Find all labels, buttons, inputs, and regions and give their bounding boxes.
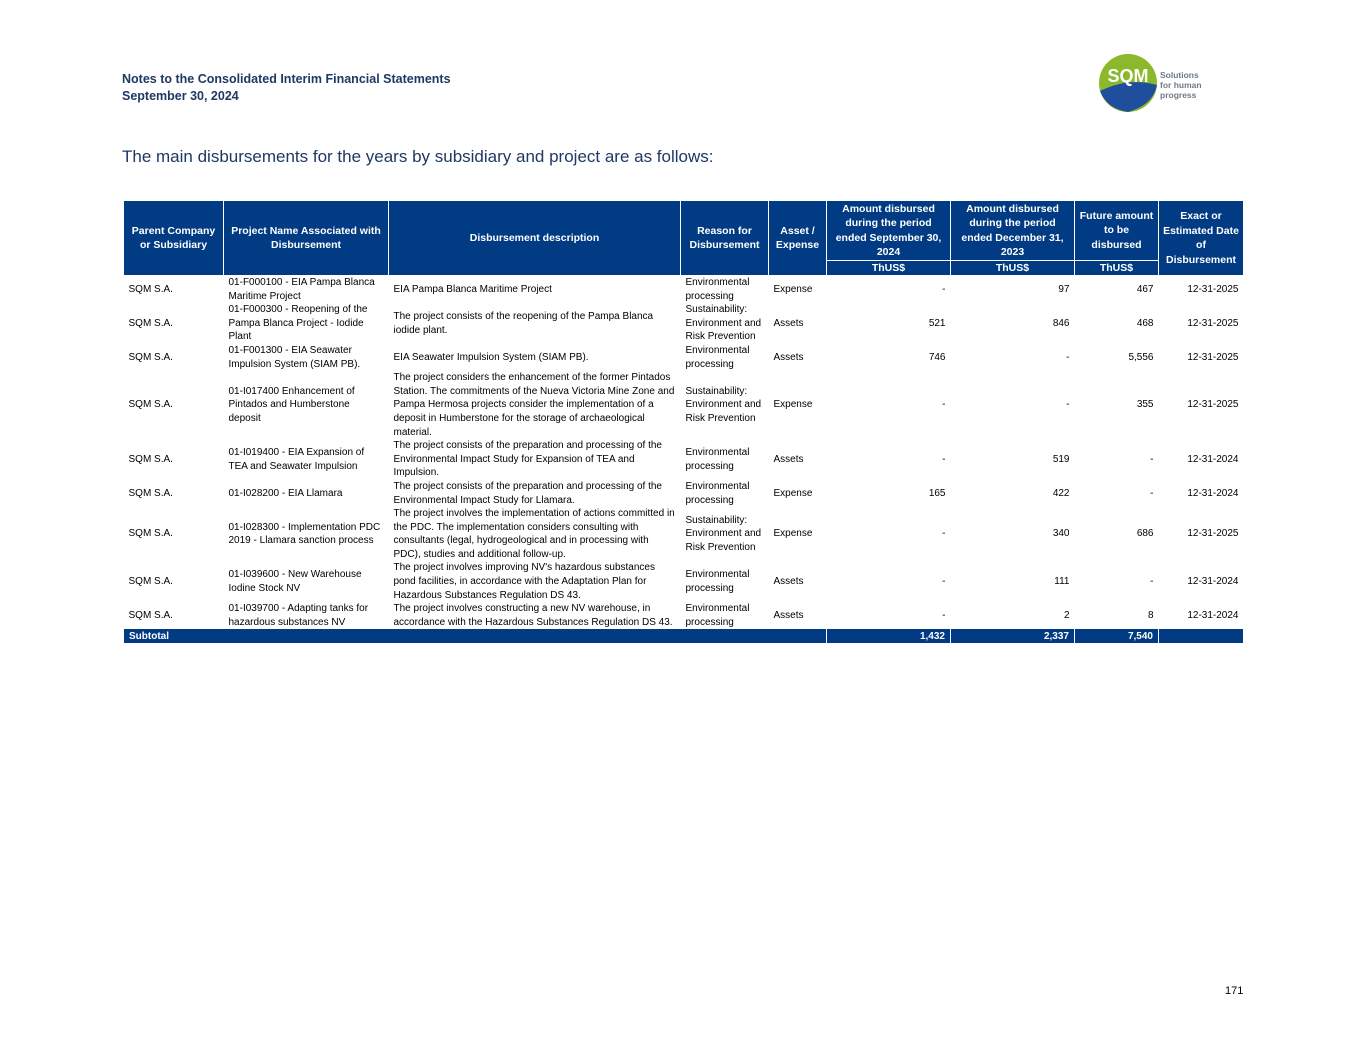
reason-cell: Sustainability: Environment and Risk Prevention <box>685 514 762 554</box>
table-row <box>124 276 1244 304</box>
asset-cell: Expense <box>773 487 813 499</box>
project-cell: 01-F001300 - EIA Seawater Impulsion System (SIAM PB). <box>228 344 361 370</box>
table-row <box>124 344 1244 371</box>
col-header-sep2024: Amount disbursed during the period ended September 30, 2024 <box>827 201 951 261</box>
asset-cell: Expense <box>773 399 813 411</box>
reason-cell: Environmental processing <box>685 344 750 370</box>
table-row <box>124 303 1244 344</box>
future-amount-cell: - <box>1150 576 1154 588</box>
asset-cell: Assets <box>773 453 804 465</box>
intro-text: The main disbursements for the years by subsidiary and project are as follows: <box>122 147 714 166</box>
reason-cell: Environmental processing <box>685 603 750 628</box>
parent-cell: SQM S.A. <box>128 487 173 499</box>
future-amount-cell: - <box>1150 453 1154 465</box>
col-header-dec2023: Amount disbursed during the period ended December 31, 2023 <box>951 201 1075 261</box>
project-cell: 01-I039600 - New Warehouse Iodine Stock NV <box>228 569 362 594</box>
date-cell: 12-31-2025 <box>1187 283 1239 295</box>
project-cell: 01-I019400 - EIA Expansion of TEA and Seawater Impulsion <box>228 446 365 472</box>
reason-cell: Environmental processing <box>685 569 750 594</box>
amount-dec2023-cell: 97 <box>1058 283 1070 295</box>
col-header-project: Project Name Associated with Disbursement <box>224 201 389 276</box>
date-cell: 12-31-2024 <box>1187 453 1239 465</box>
amount-sep2024-cell: - <box>942 610 946 622</box>
description-cell: The project involves improving NV's hazardous substances pond facilities, in accordance with the Adaptation Plan for Hazardous Substances Regulation DS 43. <box>393 562 655 601</box>
asset-cell: Expense <box>773 528 813 540</box>
table-row <box>124 561 1244 602</box>
col-header-reason: Reason for Disbursement <box>681 201 769 276</box>
date-cell: 12-31-2025 <box>1187 528 1239 540</box>
subtotal-label: Subtotal <box>124 629 827 643</box>
col-header-description: Disbursement description <box>389 201 681 276</box>
table-row <box>124 371 1244 439</box>
asset-cell: Assets <box>773 610 804 622</box>
logo-tagline <box>1160 70 1202 100</box>
amount-sep2024-cell: - <box>942 399 946 411</box>
date-cell: 12-31-2024 <box>1187 610 1239 622</box>
reason-cell: Environmental processing <box>685 277 750 302</box>
amount-sep2024-cell: - <box>942 283 946 295</box>
amount-sep2024-cell: 746 <box>928 351 946 363</box>
header-title: Notes to the Consolidated Interim Financial Statements <box>122 72 451 86</box>
reason-cell: Environmental processing <box>685 480 750 506</box>
document-header <box>122 71 451 105</box>
description-cell: The project consists of the preparation and processing of the Environmental Impact Study for Expansion of TEA and Impulsion. <box>393 440 662 479</box>
table-row <box>124 602 1244 629</box>
amount-dec2023-cell: 111 <box>1054 576 1070 588</box>
unit-header: ThUS$ <box>951 261 1075 276</box>
logo-tagline-3: progress <box>1160 90 1197 100</box>
date-cell: 12-31-2024 <box>1187 576 1239 588</box>
amount-dec2023-cell: 2 <box>1063 610 1070 622</box>
description-cell: The project consists of the preparation and processing of the Environmental Impact Study for Llamara. <box>393 480 662 506</box>
future-amount-cell: 355 <box>1136 399 1154 411</box>
project-cell: 01-I039700 - Adapting tanks for hazardous substances NV <box>228 603 369 628</box>
unit-header: ThUS$ <box>1075 261 1159 276</box>
asset-cell: Assets <box>773 351 804 363</box>
amount-sep2024-cell: - <box>942 528 946 540</box>
amount-dec2023-cell: 340 <box>1052 528 1070 540</box>
parent-cell: SQM S.A. <box>128 317 173 329</box>
table-row <box>124 439 1244 480</box>
description-cell: EIA Pampa Blanca Maritime Project <box>393 283 552 295</box>
logo-brand: SQM <box>1107 66 1149 86</box>
parent-cell: SQM S.A. <box>128 351 173 363</box>
description-cell: The project involves the implementation of actions committed in the PDC. The implementation considers consulting with consultants (legal, hydrogeological and in processing with PDC), studies and additional follow-up. <box>393 508 675 560</box>
project-cell: 01-F000100 - EIA Pampa Blanca Maritime Project <box>228 277 375 302</box>
parent-cell: SQM S.A. <box>128 399 173 411</box>
parent-cell: SQM S.A. <box>128 528 173 540</box>
project-cell: 01-I028200 - EIA Llamara <box>228 487 343 499</box>
col-header-asset: Asset / Expense <box>769 201 827 276</box>
description-cell: EIA Seawater Impulsion System (SIAM PB). <box>393 351 589 363</box>
col-header-parent: Parent Company or Subsidiary <box>124 201 224 276</box>
parent-cell: SQM S.A. <box>128 576 173 588</box>
subtotal-future: 7,540 <box>1075 629 1159 643</box>
date-cell: 12-31-2025 <box>1187 351 1239 363</box>
future-amount-cell: 468 <box>1136 317 1154 329</box>
description-cell: The project considers the enhancement of the former Pintados Station. The commitments of the Nueva Victoria Mine Zone and Pampa Hermosa projects consider the implementation of a deposit in Humberstone for the storage of archaeological material. <box>393 372 675 438</box>
amount-dec2023-cell: - <box>1066 399 1070 411</box>
project-cell: 01-F000300 - Reopening of the Pampa Blanca Project - Iodide Plant <box>228 304 368 343</box>
subtotal-sep2024: 1,432 <box>827 629 951 643</box>
description-cell: The project consists of the reopening of the Pampa Blanca iodide plant. <box>393 310 654 336</box>
sqm-logo <box>1097 53 1217 113</box>
col-header-future: Future amount to be disbursed <box>1075 201 1159 261</box>
future-amount-cell: 686 <box>1136 528 1154 540</box>
unit-header: ThUS$ <box>827 261 951 276</box>
subtotal-date-cell <box>1159 629 1244 643</box>
reason-cell: Sustainability: Environment and Risk Prevention <box>685 304 762 343</box>
sqm-logo-icon <box>1097 53 1159 113</box>
table-row <box>124 507 1244 561</box>
amount-dec2023-cell: 519 <box>1052 453 1070 465</box>
amount-dec2023-cell: - <box>1066 351 1070 363</box>
date-cell: 12-31-2024 <box>1187 487 1239 499</box>
date-cell: 12-31-2025 <box>1187 317 1239 329</box>
disbursements-table <box>123 200 1244 643</box>
asset-cell: Assets <box>773 317 804 329</box>
subtotal-row <box>124 629 1244 643</box>
col-header-date: Exact or Estimated Date of Disbursement <box>1159 201 1244 276</box>
asset-cell: Assets <box>773 576 804 588</box>
asset-cell: Expense <box>773 283 813 295</box>
date-cell: 12-31-2025 <box>1187 399 1239 411</box>
amount-sep2024-cell: 521 <box>928 317 946 329</box>
amount-dec2023-cell: 422 <box>1052 487 1070 499</box>
amount-sep2024-cell: 165 <box>928 487 946 499</box>
project-cell: 01-I028300 - Implementation PDC 2019 - Llamara sanction process <box>228 521 381 547</box>
future-amount-cell: 5,556 <box>1128 351 1154 363</box>
page-number: 171 <box>1225 985 1244 997</box>
parent-cell: SQM S.A. <box>128 453 173 465</box>
header-date: September 30, 2024 <box>122 89 239 103</box>
reason-cell: Sustainability: Environment and Risk Prevention <box>685 385 762 424</box>
future-amount-cell: - <box>1150 487 1154 499</box>
future-amount-cell: 467 <box>1136 283 1154 295</box>
amount-dec2023-cell: 846 <box>1052 317 1070 329</box>
description-cell: The project involves constructing a new NV warehouse, in accordance with the Hazardous Substances Regulation DS 43. <box>393 603 673 628</box>
parent-cell: SQM S.A. <box>128 610 173 622</box>
amount-sep2024-cell: - <box>942 576 946 588</box>
reason-cell: Environmental processing <box>685 446 750 472</box>
table-row <box>124 480 1244 507</box>
parent-cell: SQM S.A. <box>128 283 173 295</box>
future-amount-cell: 8 <box>1147 610 1154 622</box>
logo-tagline-1: Solutions <box>1160 70 1199 80</box>
project-cell: 01-I017400 Enhancement of Pintados and Humberstone deposit <box>228 385 355 424</box>
amount-sep2024-cell: - <box>942 453 946 465</box>
subtotal-dec2023: 2,337 <box>951 629 1075 643</box>
logo-tagline-2: for human <box>1160 80 1202 90</box>
